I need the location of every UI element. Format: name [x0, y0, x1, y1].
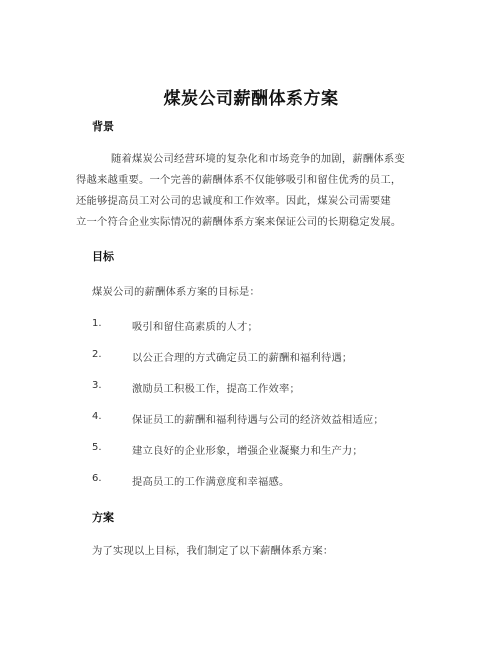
document-title: 煤炭公司薪酬体系方案: [163, 89, 339, 109]
background-paragraph-line: 随着煤炭公司经营环境的复杂化和市场竞争的加剧，薪酬体系变: [111, 153, 405, 165]
goal-item-number: 5.: [92, 442, 102, 453]
goal-item-text: 吸引和留住高素质的人才；: [132, 321, 258, 333]
background-paragraph-line: 得越来越重要。一个完善的薪酬体系不仅能够吸引和留住优秀的员工，: [76, 174, 402, 186]
section-heading-background: 背景: [92, 120, 114, 133]
goal-item-number: 6.: [92, 473, 102, 484]
background-paragraph-line: 立一个符合企业实际情况的薪酬体系方案来保证公司的长期稳定发展。: [76, 216, 402, 228]
section-heading-goals: 目标: [92, 250, 114, 263]
goals-intro: 煤炭公司的薪酬体系方案的目标是：: [92, 286, 260, 298]
goal-item-text: 提高员工的工作满意度和幸福感。: [132, 476, 290, 488]
goal-item-number: 3.: [92, 380, 102, 391]
goal-item-text: 保证员工的薪酬和福利待遇与公司的经济效益相适应；: [132, 414, 384, 426]
goal-item-text: 建立良好的企业形象，增强企业凝聚力和生产力；: [132, 445, 363, 457]
plan-intro: 为了实现以上目标，我们制定了以下薪酬体系方案：: [92, 545, 334, 557]
goal-item-text: 激励员工积极工作，提高工作效率；: [132, 383, 300, 395]
background-paragraph-line: 还能够提高员工对公司的忠诚度和工作效率。因此，煤炭公司需要建: [76, 195, 391, 207]
goal-item-number: 1.: [92, 318, 102, 329]
goal-item-number: 2.: [92, 349, 102, 360]
goal-item-text: 以公正合理的方式确定员工的薪酬和福利待遇；: [132, 352, 353, 364]
section-heading-plan: 方案: [92, 511, 114, 524]
goal-item-number: 4.: [92, 411, 102, 422]
